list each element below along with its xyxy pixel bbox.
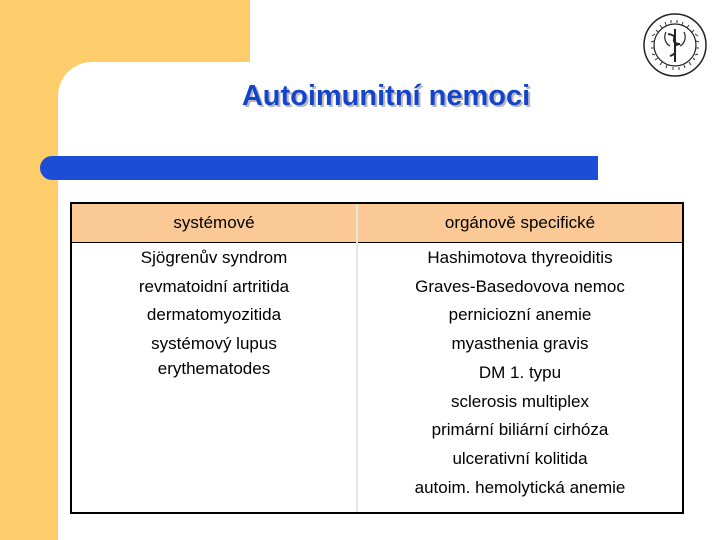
header-organ-specific: orgánově specifické (444, 213, 596, 232)
list-item: autoim. hemolytická anemie (414, 477, 626, 497)
slide-title: Autoimunitní nemoci (241, 80, 531, 112)
list-item: sclerosis multiplex (451, 391, 589, 411)
list-item: revmatoidní artritida (138, 276, 290, 296)
list-item: myasthenia gravis (451, 334, 589, 354)
list-item: Hashimotova thyreoiditis (427, 248, 613, 267)
disease-table (70, 202, 684, 514)
list-item: dermatomyozitida (146, 305, 282, 325)
title-underline-bar (40, 156, 598, 180)
list-item: Graves-Basedovova nemoc (415, 276, 625, 296)
list-item: Sjögrenův syndrom (140, 248, 288, 267)
systemic-disease-list (72, 244, 356, 379)
university-seal-icon (642, 12, 708, 78)
list-item: ulcerativní kolitida (452, 448, 588, 468)
list-item: DM 1. typu (478, 362, 562, 382)
list-item: systémový lupus (151, 334, 277, 354)
list-item: erythematodes (157, 358, 271, 378)
organ-specific-disease-list (358, 244, 682, 502)
list-item: perniciozní anemie (448, 305, 592, 325)
list-item: primární biliární cirhóza (431, 420, 609, 440)
header-systemic: systémové (173, 213, 255, 232)
